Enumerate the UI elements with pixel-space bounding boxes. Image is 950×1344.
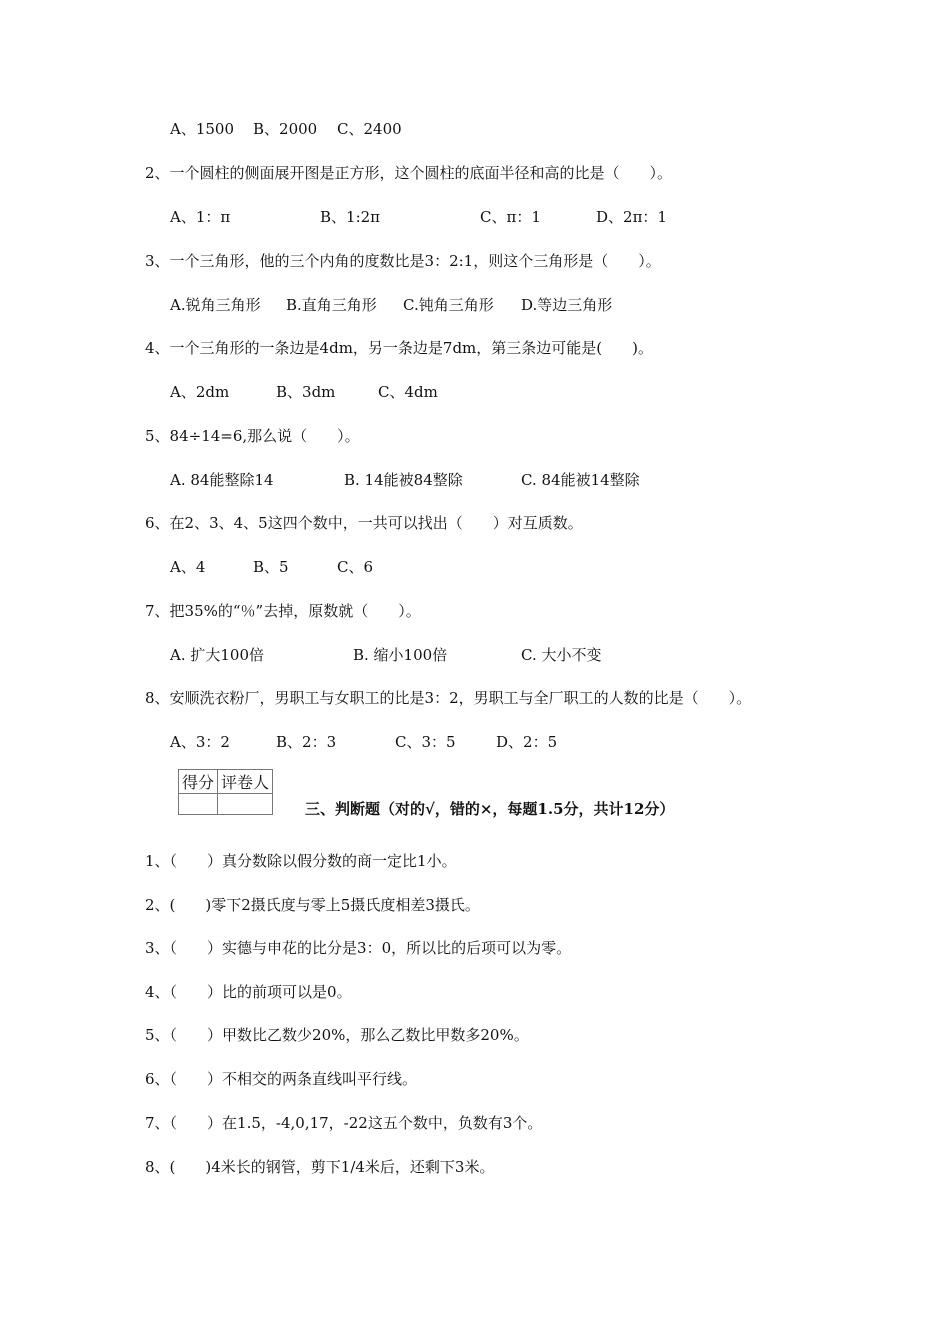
question-8: 8、安顺洗衣粉厂，男职工与女职工的比是3：2，男职工与全厂职工的人数的比是（ ）。: [145, 689, 752, 707]
judge-item-5: 5、（ ）甲数比乙数少20%，那么乙数比甲数多20%。: [145, 1026, 529, 1044]
question-7: 7、把35%的“％”去掉，原数就（ ）。: [145, 602, 421, 620]
q5-option-c: C. 84能被14整除: [521, 471, 640, 489]
judge-item-3: 3、（ ）实德与申花的比分是3：0，所以比的后项可以为零。: [145, 939, 572, 957]
q5-option-a: A. 84能整除14: [170, 471, 274, 489]
q8-option-c: C、3：5: [395, 733, 456, 751]
judge-item-2: 2、( )零下2摄氏度与零上5摄氏度相差3摄氏。: [145, 896, 480, 914]
q3-option-b: B.直角三角形: [286, 296, 377, 314]
score-label: 得分: [179, 770, 218, 794]
judge-item-1: 1、（ ）真分数除以假分数的商一定比1小。: [145, 852, 457, 870]
q5-option-b: B. 14能被84整除: [344, 471, 463, 489]
q2-option-c: C、π：1: [480, 208, 541, 226]
q3-option-a: A.锐角三角形: [170, 296, 261, 314]
question-6: 6、在2、3、4、5这四个数中，一共可以找出（ ）对互质数。: [145, 514, 583, 532]
q3-option-d: D.等边三角形: [521, 296, 613, 314]
q7-option-c: C. 大小不变: [521, 646, 602, 664]
q1-option-c: C、2400: [337, 120, 402, 138]
q3-option-c: C.钝角三角形: [403, 296, 494, 314]
q4-option-b: B、3dm: [276, 383, 336, 401]
q4-option-c: C、4dm: [378, 383, 438, 401]
section-3-title: 三、判断题（对的√，错的×，每题1.5分，共计12分）: [305, 800, 675, 818]
judge-item-7: 7、（ ）在1.5，-4,0,17，-22这五个数中，负数有3个。: [145, 1114, 543, 1132]
judge-item-6: 6、（ ）不相交的两条直线叫平行线。: [145, 1070, 418, 1088]
q4-option-a: A、2dm: [170, 383, 230, 401]
question-4: 4、一个三角形的一条边是4dm，另一条边是7dm，第三条边可能是( )。: [145, 339, 653, 357]
q6-option-c: C、6: [337, 558, 374, 576]
score-box: [178, 769, 273, 815]
judge-item-4: 4、（ ）比的前项可以是0。: [145, 983, 352, 1001]
grader-label: 评卷人: [218, 770, 273, 794]
question-5: 5、84÷14=6,那么说（ ）。: [145, 427, 360, 445]
q2-option-b: B、1:2π: [320, 208, 381, 226]
judge-item-8: 8、( )4米长的钢管，剪下1/4米后，还剩下3米。: [145, 1158, 495, 1176]
q1-option-a: A、1500: [170, 120, 235, 138]
q2-option-d: D、2π：1: [596, 208, 667, 226]
q8-option-b: B、2：3: [276, 733, 337, 751]
q6-option-a: A、4: [170, 558, 206, 576]
q2-option-a: A、1：π: [170, 208, 231, 226]
question-2: 2、一个圆柱的侧面展开图是正方形，这个圆柱的底面半径和高的比是（ ）。: [145, 164, 673, 182]
q1-option-b: B、2000: [253, 120, 318, 138]
grader-cell[interactable]: [218, 794, 273, 815]
question-3: 3、一个三角形，他的三个内角的度数比是3：2:1，则这个三角形是（ ）。: [145, 252, 661, 270]
q7-option-a: A. 扩大100倍: [170, 646, 264, 664]
q7-option-b: B. 缩小100倍: [353, 646, 448, 664]
score-cell[interactable]: [179, 794, 218, 815]
q6-option-b: B、5: [253, 558, 289, 576]
q8-option-a: A、3：2: [170, 733, 230, 751]
q8-option-d: D、2：5: [496, 733, 558, 751]
